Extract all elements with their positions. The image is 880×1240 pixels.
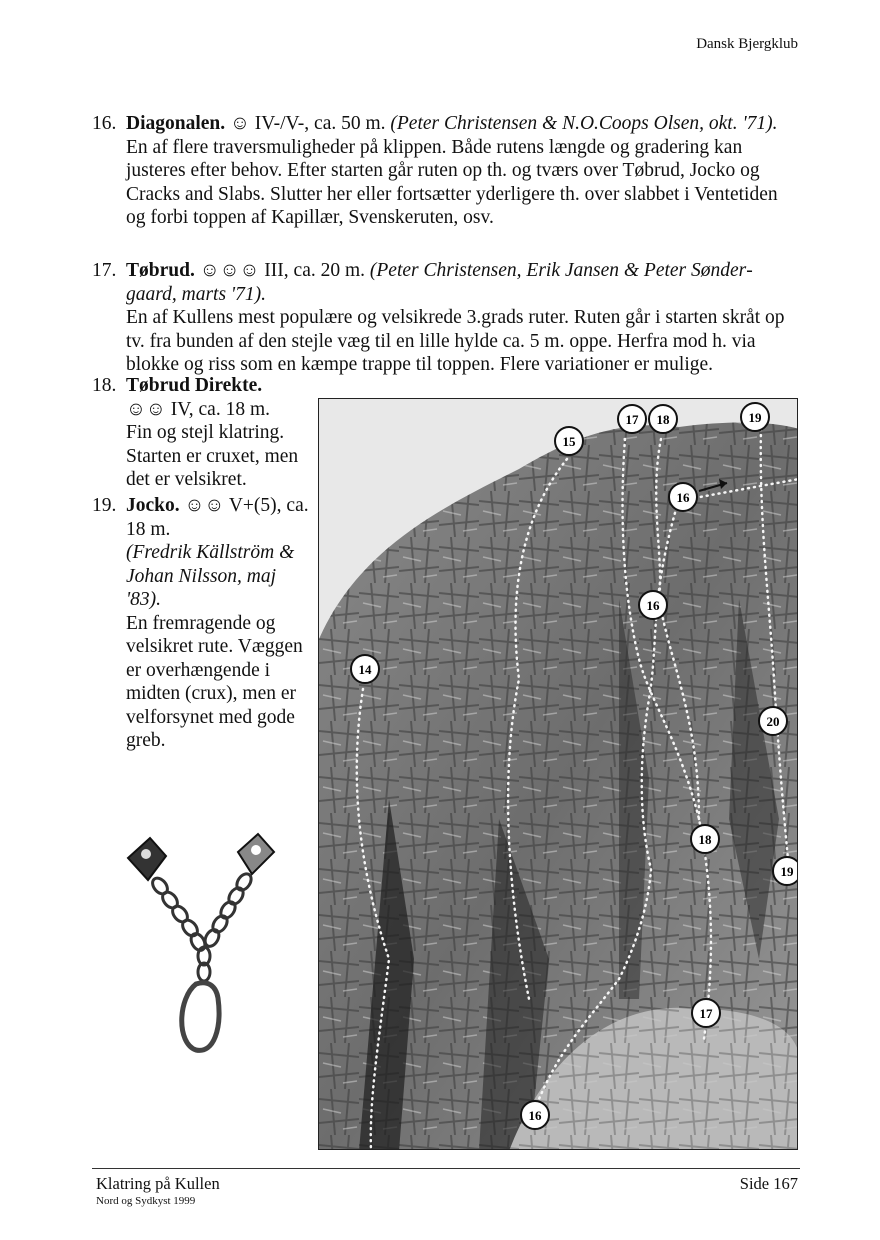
route-name: Tøbrud Direkte. xyxy=(126,375,263,396)
page-number: Side 167 xyxy=(739,1174,798,1193)
svg-text:16: 16 xyxy=(676,490,690,505)
route-credit: (Peter Christensen, Erik Jansen & Peter Søndergaard, marts '71). xyxy=(126,260,753,305)
svg-text:17: 17 xyxy=(699,1006,713,1021)
route-grade: ☺☺ V+(5), ca. 18 m. xyxy=(126,495,309,540)
route-grade: ☺☺☺ III, ca. 20 m. xyxy=(199,260,366,281)
route-number: 16. xyxy=(92,113,117,134)
route-entry-16 xyxy=(92,112,792,230)
svg-text:15: 15 xyxy=(562,434,576,449)
route-label-14 xyxy=(351,655,379,683)
route-name: Diagonalen. xyxy=(126,113,226,134)
route-entry-19 xyxy=(92,494,322,753)
footer-subtitle: Nord og Sydkyst 1999 xyxy=(96,1195,196,1207)
svg-text:19: 19 xyxy=(780,864,794,879)
svg-text:18: 18 xyxy=(698,832,712,847)
svg-text:14: 14 xyxy=(358,662,372,677)
route-description: En fremragende og velsikret rute. Væggen er overhængende i midten (crux), men er velforsynet med gode greb. xyxy=(126,612,303,751)
route-label-18-bottom xyxy=(691,825,719,853)
svg-text:16: 16 xyxy=(528,1108,542,1123)
route-number: 19. xyxy=(92,495,117,516)
route-label-16-top xyxy=(669,483,697,511)
route-label-16-mid xyxy=(639,591,667,619)
route-label-16-bottom xyxy=(521,1101,549,1129)
footer-divider xyxy=(92,1168,800,1169)
footer-title: Klatring på Kullen xyxy=(96,1174,220,1193)
route-label-19-bottom xyxy=(773,857,798,885)
route-name: Tøbrud. xyxy=(126,260,195,281)
cliff-topo-image xyxy=(319,399,798,1150)
svg-text:18: 18 xyxy=(656,412,670,427)
route-entry-17 xyxy=(92,259,792,377)
route-number: 18. xyxy=(92,375,117,396)
route-description: En af Kullens mest populære og velsikrede 3.grads ruter. Ruten går i starten skråt op tv. fra bunden af den stejle væg til en lille hylde ca. 5 m. oppe. Herfra mod h. via blokke og riss som en kæmpe trappe til toppen. Flere variationer er mulige. xyxy=(126,307,785,375)
route-label-17-bottom xyxy=(692,999,720,1027)
route-grade: ☺☺ IV, ca. 18 m. xyxy=(126,398,270,420)
page-header: Dansk Bjergklub xyxy=(696,36,798,52)
anchor-chain-icon xyxy=(118,828,288,1058)
route-label-15 xyxy=(555,427,583,455)
route-description: Fin og stejl klatring. Starten er cruxet, men det er velsikret. xyxy=(126,422,299,490)
svg-text:17: 17 xyxy=(625,412,639,427)
cliff-photo xyxy=(318,398,798,1150)
route-label-19-top xyxy=(741,403,769,431)
svg-text:19: 19 xyxy=(748,410,762,425)
route-credit: (Peter Christensen & N.O.Coops Olsen, okt. '71). xyxy=(390,113,778,134)
svg-text:16: 16 xyxy=(646,598,660,613)
route-name: Jocko. xyxy=(126,495,180,516)
route-credit: (Fredrik Källström & Johan Nilsson, maj '83). xyxy=(126,542,295,610)
route-number: 17. xyxy=(92,260,117,281)
route-label-17-top xyxy=(618,405,646,433)
route-entry-18 xyxy=(92,374,322,492)
route-label-20 xyxy=(759,707,787,735)
route-grade: ☺ IV-/V-, ca. 50 m. xyxy=(230,113,386,134)
svg-text:20: 20 xyxy=(766,714,780,729)
route-label-18-top xyxy=(649,405,677,433)
route-description: En af flere traversmuligheder på klippen. Både rutens længde og gradering kan justeres efter behov. Efter starten går ruten op th. og tværs over Tøbrud, Jocko og Cracks and Slabs. Slutter her eller fortsætter yderligere th. over slabbet i Ventetiden og forbi toppen af Kapillær, Svenskeruten, osv. xyxy=(126,136,778,228)
belay-anchor-illustration xyxy=(118,828,288,1063)
